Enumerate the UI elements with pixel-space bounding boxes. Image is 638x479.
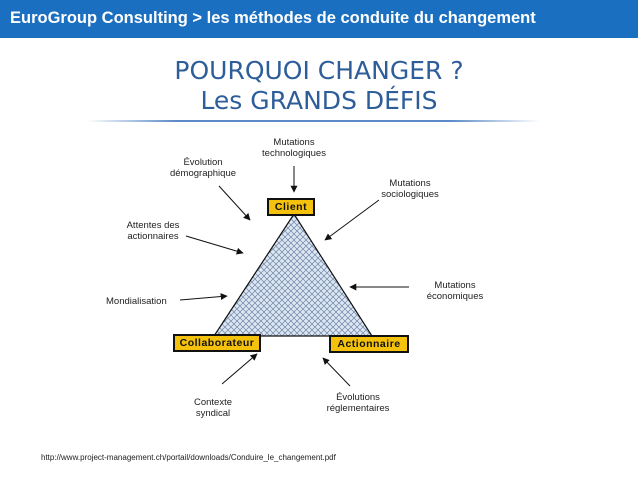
node-collaborateur: Collaborateur xyxy=(173,334,261,352)
header-title: EuroGroup Consulting > les méthodes de conduite du changement xyxy=(10,9,536,27)
label-attentes-actionnaires: Attentes des actionnaires xyxy=(126,220,180,242)
slide-title-line1: POURQUOI CHANGER ? xyxy=(174,56,464,85)
node-actionnaire: Actionnaire xyxy=(329,335,409,353)
source-link[interactable]: http://www.project-management.ch/portail/downloads/Conduire_le_changement.pdf xyxy=(41,453,336,462)
arrow-evolutions-reglementaires xyxy=(323,358,350,386)
triangle-shape xyxy=(214,214,372,336)
label-evolution-demographique: Évolution démographique xyxy=(169,157,237,179)
arrow-evolution-demographique xyxy=(219,186,250,220)
arrow-contexte-syndical xyxy=(222,354,257,384)
arrow-attentes-actionnaires xyxy=(186,236,243,253)
label-evolutions-reglementaires: Évolutions réglementaires xyxy=(326,392,390,414)
label-contexte-syndical: Contexte syndical xyxy=(193,397,233,419)
label-mutations-sociologiques: Mutations sociologiques xyxy=(381,178,439,200)
arrow-mondialisation xyxy=(180,296,227,300)
arrow-mutations-sociologiques xyxy=(325,200,379,240)
slide-title-line2: Les GRANDS DÉFIS xyxy=(200,86,438,115)
node-client: Client xyxy=(267,198,315,216)
label-mondialisation: Mondialisation xyxy=(106,296,167,307)
label-mutations-technologiques: Mutations technologiques xyxy=(262,137,326,159)
label-mutations-economiques: Mutations économiques xyxy=(426,280,484,302)
